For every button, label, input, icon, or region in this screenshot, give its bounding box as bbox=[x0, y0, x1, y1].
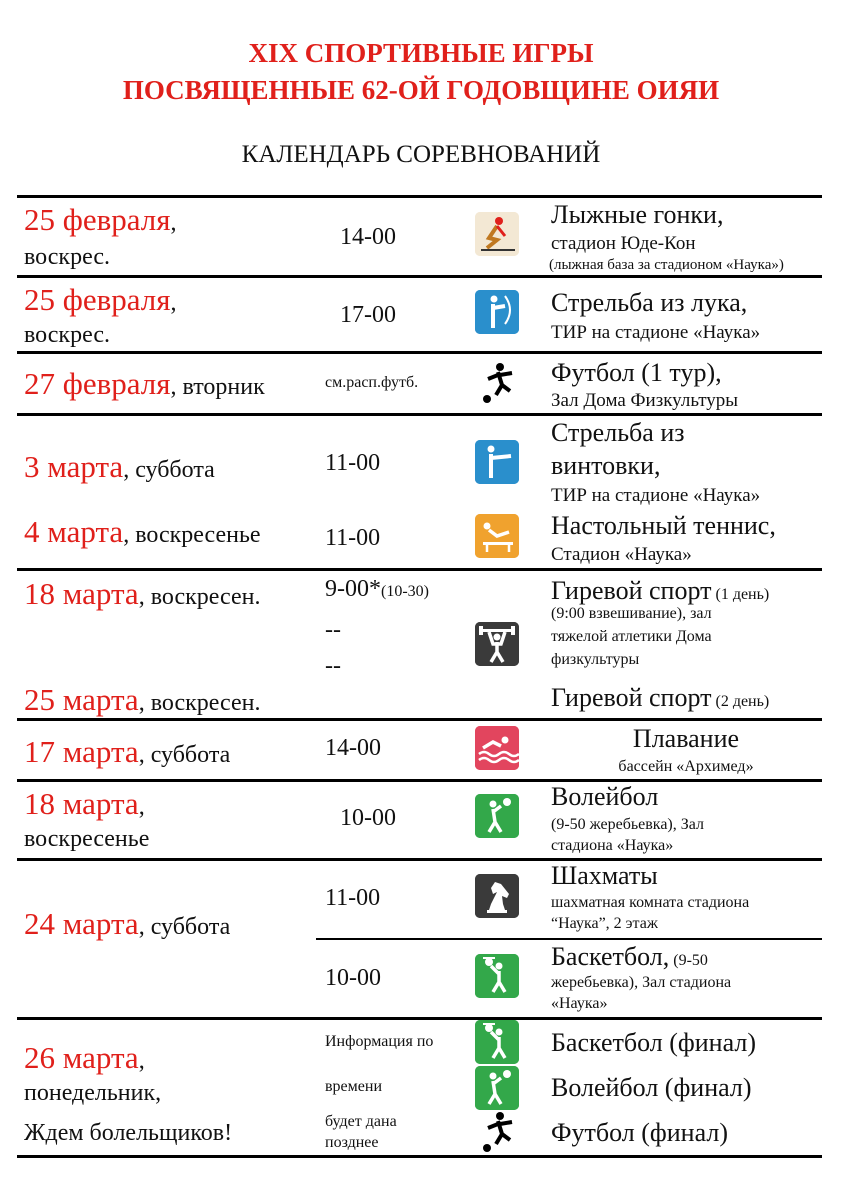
sport-place: стадион Юде-Кон bbox=[551, 233, 696, 254]
sport-name: Лыжные гонки, bbox=[551, 200, 724, 229]
info-note: Информация по bbox=[325, 1033, 434, 1050]
event-time: 10-00 bbox=[325, 965, 381, 991]
archery-icon bbox=[475, 290, 519, 334]
event-date: 18 марта, bbox=[24, 786, 145, 821]
event-date: 25 февраля, bbox=[24, 282, 177, 317]
event-time: см.расп.футб. bbox=[325, 374, 419, 391]
event-date: 24 марта, суббота bbox=[24, 906, 231, 941]
table-divider bbox=[17, 1017, 822, 1020]
event-time: 14-00 bbox=[325, 735, 381, 761]
event-time: 11-00 bbox=[325, 450, 381, 476]
time-dash: -- bbox=[325, 653, 341, 679]
table-divider bbox=[17, 413, 822, 416]
calendar-subtitle: КАЛЕНДАРЬ СОРЕВНОВАНИЙ bbox=[241, 141, 601, 168]
weightlifting-icon bbox=[475, 622, 519, 666]
sport-name: Гиревой спорт (2 день) bbox=[551, 683, 770, 712]
swimming-icon bbox=[475, 726, 519, 770]
sport-place: «Наука» bbox=[551, 995, 608, 1012]
table-subdivider bbox=[316, 938, 822, 940]
sport-place: (9-50 жеребьевка), Зал bbox=[551, 816, 704, 833]
table-divider bbox=[17, 718, 822, 721]
rifle-shooting-icon bbox=[475, 440, 519, 484]
sport-name: Плавание bbox=[632, 724, 740, 753]
sport-name-cont: винтовки, bbox=[551, 451, 661, 480]
sport-place: ТИР на стадионе «Наука» bbox=[551, 485, 761, 506]
table-divider bbox=[17, 1155, 822, 1158]
event-day: воскрес. bbox=[24, 244, 110, 270]
sport-name: Баскетбол (финал) bbox=[551, 1028, 756, 1057]
basketball-icon bbox=[475, 954, 519, 998]
sport-name: Волейбол bbox=[551, 782, 659, 811]
sport-place: тяжелой атлетики Дома bbox=[551, 628, 712, 645]
event-day: воскресенье bbox=[24, 826, 150, 852]
event-date: 17 марта, суббота bbox=[24, 734, 231, 769]
info-note: позднее bbox=[325, 1134, 379, 1151]
event-time: 17-00 bbox=[340, 302, 396, 328]
event-time: 11-00 bbox=[325, 885, 381, 911]
sport-name: Футбол (финал) bbox=[551, 1118, 728, 1147]
title-line-2: ПОСВЯЩЕННЫЕ 62-ОЙ ГОДОВЩИНЕ ОИЯИ bbox=[122, 75, 720, 105]
event-date: 25 марта, воскресен. bbox=[24, 682, 261, 717]
table-divider bbox=[17, 275, 822, 278]
sport-place: (9:00 взвешивание), зал bbox=[551, 605, 712, 622]
event-date: 18 марта, воскресен. bbox=[24, 576, 261, 611]
event-date: 4 марта, воскресенье bbox=[24, 514, 261, 549]
title-line-1: XIX СПОРТИВНЫЕ ИГРЫ bbox=[248, 38, 594, 68]
table-divider bbox=[17, 568, 822, 571]
fans-invitation: Ждем болельщиков! bbox=[24, 1120, 233, 1146]
event-time: 10-00 bbox=[340, 805, 396, 831]
sport-place: “Наука”, 2 этаж bbox=[551, 915, 658, 932]
sport-name: Футбол (1 тур), bbox=[551, 358, 722, 387]
info-note: будет дана bbox=[325, 1113, 397, 1130]
sport-name: Баскетбол, (9-50 bbox=[551, 942, 708, 971]
sport-place: шахматная комната стадиона bbox=[551, 894, 750, 911]
table-divider bbox=[17, 858, 822, 861]
sport-place: Зал Дома Физкультуры bbox=[551, 390, 739, 411]
event-date: 25 февраля, bbox=[24, 202, 177, 237]
event-time: 11-00 bbox=[325, 525, 381, 551]
table-divider bbox=[17, 351, 822, 354]
sport-place: Стадион «Наука» bbox=[551, 544, 692, 565]
sport-place: ТИР на стадионе «Наука» bbox=[551, 322, 761, 343]
table-tennis-icon bbox=[475, 514, 519, 558]
sport-place: бассейн «Архимед» bbox=[618, 758, 754, 775]
event-date: 27 февраля, вторник bbox=[24, 366, 265, 401]
time-dash: -- bbox=[325, 617, 341, 643]
info-note: времени bbox=[325, 1078, 383, 1095]
event-date: 3 марта, суббота bbox=[24, 449, 215, 484]
sport-note: (лыжная база за стадионом «Наука») bbox=[549, 257, 784, 273]
skiing-icon bbox=[475, 212, 519, 256]
table-divider bbox=[17, 779, 822, 782]
volleyball-icon bbox=[475, 794, 519, 838]
sport-name: Шахматы bbox=[551, 861, 658, 890]
sport-place: стадиона «Наука» bbox=[551, 837, 674, 854]
sport-name: Волейбол (финал) bbox=[551, 1073, 752, 1102]
sport-name: Стрельба из лука, bbox=[551, 288, 748, 317]
event-day: понедельник, bbox=[24, 1080, 162, 1106]
football-icon bbox=[478, 361, 522, 405]
football-icon bbox=[478, 1110, 522, 1154]
event-date: 26 марта, bbox=[24, 1040, 145, 1075]
sport-name: Гиревой спорт (1 день) bbox=[551, 576, 770, 605]
sport-name: Настольный теннис, bbox=[551, 511, 776, 540]
event-time: 9-00*(10-30) bbox=[325, 576, 429, 602]
volleyball-icon bbox=[475, 1066, 519, 1110]
basketball-icon bbox=[475, 1020, 519, 1064]
sport-name: Стрельба из bbox=[551, 418, 685, 447]
table-divider bbox=[17, 195, 822, 198]
chess-icon bbox=[475, 874, 519, 918]
sport-place: физкультуры bbox=[551, 651, 640, 668]
event-time: 14-00 bbox=[340, 224, 396, 250]
event-day: воскрес. bbox=[24, 322, 110, 348]
sport-place: жеребьевка), Зал стадиона bbox=[551, 974, 732, 991]
